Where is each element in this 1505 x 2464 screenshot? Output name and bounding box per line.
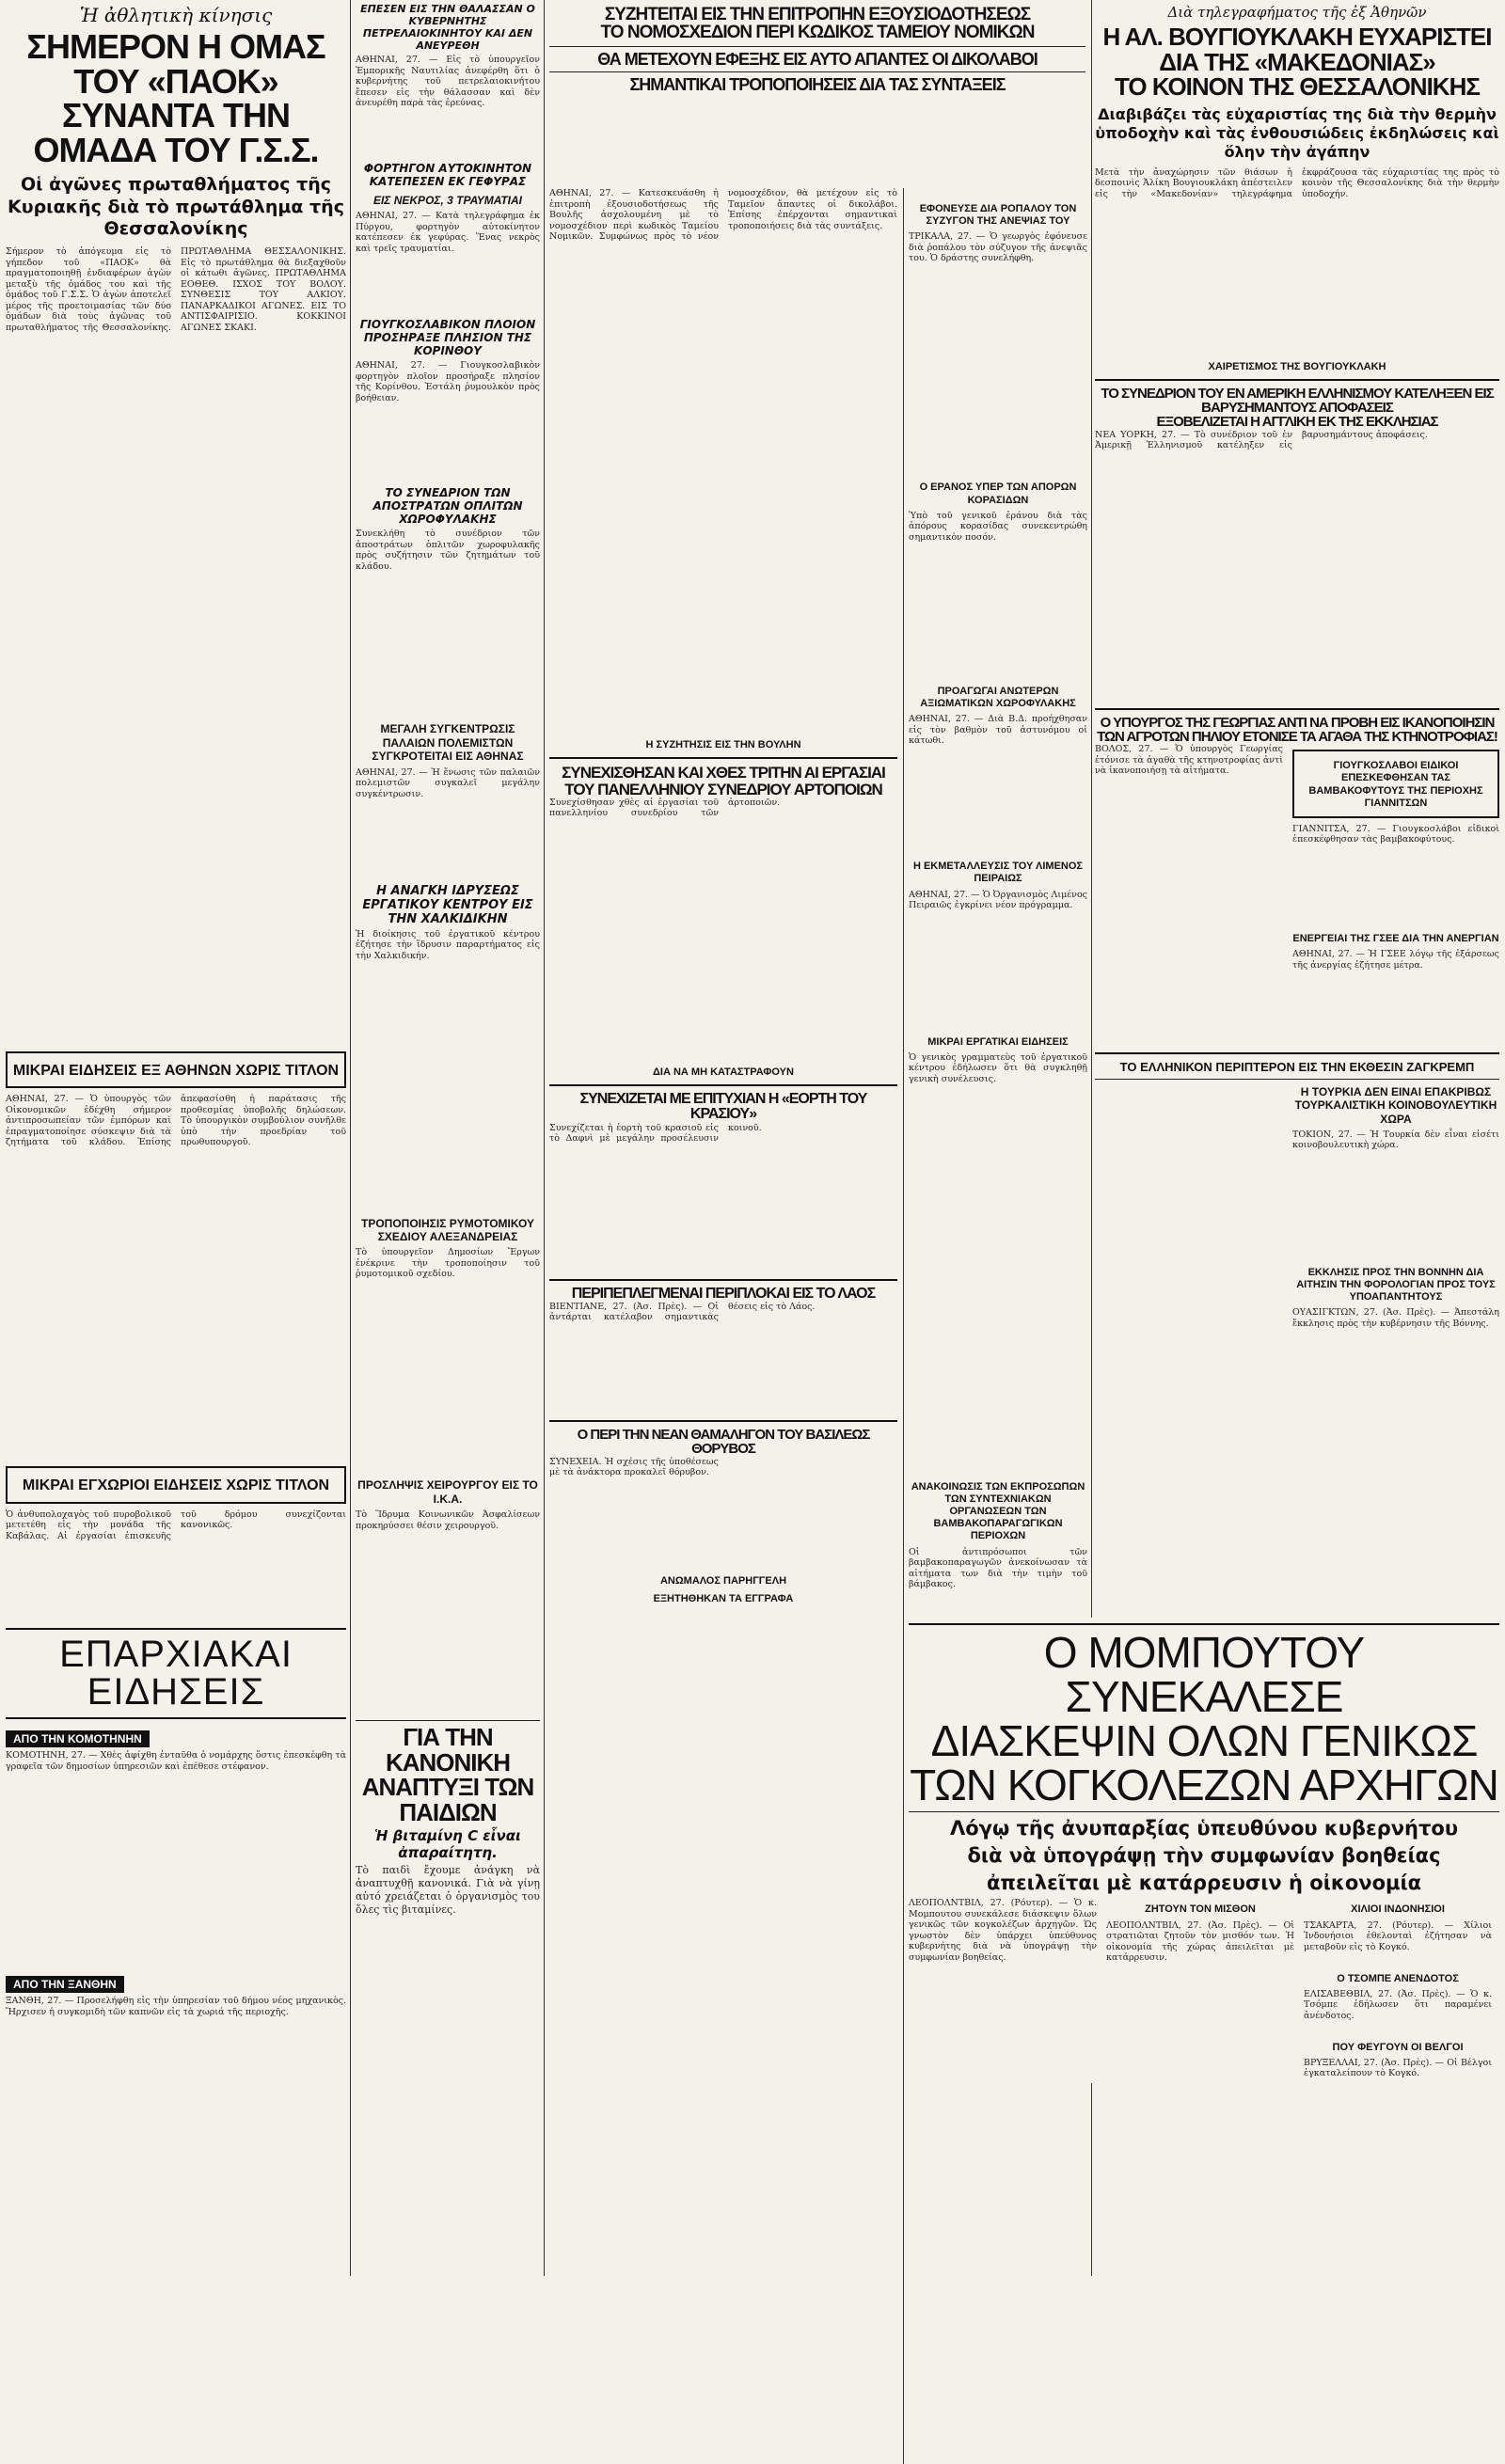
bonn-appeal-title: ΕΚΚΛΗΣΙΣ ΠΡΟΣ ΤΗΝ ΒΟΝΝΗΝ ΔΙΑ ΑΙΤΗΣΙΝ ΤΗΝ ΦΟΡΟΛΟΓΙΑΝ ΠΡΟΣ ΤΟΥΣ ΥΠΟΑΠΑΝΤΗΤΟΥΣ — [1296, 1266, 1496, 1303]
athens-briefs-title: ΜΙΚΡΑΙ ΕΙΔΗΣΕΙΣ ΕΞ ΑΘΗΝΩΝ ΧΩΡΙΣ ΤΙΤΛΟΝ — [12, 1063, 340, 1080]
truck-news-title: ΦΟΡΤΗΓΟΝ ΑΥΤΟΚΙΝΗΤΟΝ ΚΑΤΕΠΕΣΕΝ ΕΚ ΓΕΦΥΡΑΣ — [363, 162, 532, 188]
vougiouklaki-subheadline: Διαβιβάζει τὰς εὐχαριστίας της διὰ τὴν θερμὴν ὑποδοχὴν καὶ τὰς ἐνθουσιώδεις ἐκδηλώσεις καὶ ὅλην τὴν ἀγάπην — [1095, 104, 1499, 161]
truck-news-body: ΑΘΗΝΑΙ, 27. — Κατὰ τηλεγράφημα ἐκ Πύργου, φορτηγὸν αὐτοκίνητον κατέπεσεν ἐκ γεφύρας. Ἕνας νεκρὸς καὶ τρεῖς τραυματίαι. — [356, 211, 540, 254]
column-3 — [549, 0, 897, 2276]
mobutu-headline2: ΔΙΑΣΚΕΨΙΝ ΟΛΩΝ ΓΕΝΙΚΩΣ — [930, 1715, 1478, 1765]
town-plan-title: ΤΡΟΠΟΠΟΙΗΣΙΣ ΡΥΜΟΤΟΜΙΚΟΥ ΣΧΕΔΙΟΥ ΑΛΕΞΑΝΔΡΕΙΑΣ — [361, 1216, 534, 1243]
column-rule — [903, 188, 904, 2464]
athens-briefs-body: ΑΘΗΝΑΙ, 27. — Ὁ ὑπουργὸς τῶν Οἰκονομικῶν ἐδέχθη σήμερον ἀντιπροσωπείαν τῶν ἐμπόρων καὶ ἐπραγματοποίησε σύσκεψιν διὰ τὰ ζητήματα τοῦ κλάδου. Ἐπίσης ἀπεφασίσθη ἡ παράτασις τῆς προθεσμίας ὑποβολῆς δηλώσεων. Τὸ ὑπουργικὸν συμβούλιον συνῆλθε ὑπὸ τὴν προεδρίαν τοῦ πρωθυπουργοῦ. — [6, 1094, 346, 1148]
column-2 — [356, 0, 540, 2276]
veterans-title: ΜΕΓΑΛΗ ΣΥΓΚΕΝΤΡΩΣΙΣ ΠΑΛΑΙΩΝ ΠΟΛΕΜΙΣΤΩΝ ΣΥΓΚΡΟΤΕΙΤΑΙ ΕΙΣ ΑΘΗΝΑΣ — [372, 722, 524, 764]
tshombe-body: ΕΛΙΣΑΒΕΘΒΙΛ, 27. (Ἀσ. Πρὲς). — Ὁ κ. Τσόμπε ἐδήλωσεν ὅτι παραμένει ἀνένδοτος. — [1304, 1988, 1492, 2021]
gsee-body: ΑΘΗΝΑΙ, 27. — Ἡ ΓΣΕΕ λόγῳ τῆς ἐξάρσεως τῆς ἀνεργίας ἐζήτησε μέτρα. — [1292, 949, 1499, 971]
rule — [549, 1420, 897, 1422]
provincial-news-title: ΕΠΑΡΧΙΑΚΑΙ ΕΙΔΗΣΕΙΣ — [59, 1633, 293, 1714]
wine-festival-title: ΣΥΝΕΧΙΖΕΤΑΙ ΜΕ ΕΠΙΤΥΧΙΑΝ Η «ΕΟΡΤΗ ΤΟΥ ΚΡΑΣΙΟΥ» — [579, 1091, 867, 1123]
komotini-body: ΚΟΜΟΤΗΝΗ, 27. — Χθὲς ἀφίχθη ἐνταῦθα ὁ νομάρχης ὅστις ἐπεσκέφθη τὰ γραφεῖα τῶν δημοσίων ὑπηρεσιῶν καὶ ἐπέθεσε στέφανον. — [6, 1750, 346, 1772]
club-murder-title: ΕΦΟΝΕΥΣΕ ΔΙΑ ΡΟΠΑΛΟΥ ΤΟΝ ΣΥΖΥΓΟΝ ΤΗΣ ΑΝΕΨΙΑΣ ΤΟΥ — [919, 203, 1077, 228]
yugoslav-experts-title: ΓΙΟΥΓΚΟΣΛΑΒΟΙ ΕΙΔΙΚΟΙ ΕΠΕΣΚΕΦΘΗΣΑΝ ΤΑΣ ΒΑΜΒΑΚΟΦΥΤΟΥΣ ΤΗΣ ΠΕΡΙΟΧΗΣ ΓΙΑΝΝΙΤΣΩΝ — [1308, 760, 1483, 809]
rule — [1095, 708, 1499, 710]
turkey-title: Η ΤΟΥΡΚΙΑ ΔΕΝ ΕΙΝΑΙ ΕΠΑΚΡΙΒΩΣ ΤΟΥΡΚΑΛΙΣΤΙΚΗ ΚΟΙΝΟΒΟΥΛΕΥΤΙΚΗ ΧΩΡΑ — [1294, 1084, 1497, 1126]
labor-briefs-title: ΜΙΚΡΑΙ ΕΡΓΑΤΙΚΑΙ ΕΙΔΗΣΕΙΣ — [927, 1035, 1069, 1048]
gsee-title: ΕΝΕΡΓΕΙΑΙ ΤΗΣ ΓΣΕΕ ΔΙΑ ΤΗΝ ΑΝΕΡΓΙΑΝ — [1292, 932, 1499, 944]
wine-festival-body: Συνεχίζεται ἡ ἑορτὴ τοῦ κρασιοῦ εἰς τὸ Δαφνὶ μὲ μεγάλην προσέλευσιν κοινοῦ. — [549, 1122, 762, 1145]
ship-news-title: ΓΙΟΥΓΚΟΣΛΑΒΙΚΟΝ ΠΛΟΙΟΝ ΠΡΟΣΗΡΑΞΕ ΠΛΗΣΙΟΝ ΤΗΣ ΚΟΡΙΝΘΟΥ — [359, 318, 536, 358]
yugoslav-experts-body: ΓΙΑΝΝΙΤΣΑ, 27. — Γιουγκοσλάβοι εἰδικοὶ ἐπεσκέφθησαν τὰς βαμβακοφύτους. — [1292, 823, 1499, 845]
vougiouklaki-body: Μετὰ τὴν ἀναχώρησιν τῶν θιάσων ἡ δεσποινὶς Ἀλίκη Βουγιουκλάκη ἀπέστειλεν εἰς τὴν «Μακεδονίαν» τηλεγράφημα ἐκφράζουσα τὰς εὐχαριστίας της πρὸς τὸ κοινὸν τῆς Θεσσαλονίκης διὰ τὴν θερμὴν ὑποδοχήν. — [1095, 166, 1499, 199]
mobutu-body: ΛΕΟΠΟΛΝΤΒΙΛ, 27. (Ρόυτερ). — Ὁ κ. Μομπουτου συνεκάλεσε διάσκεψιν ὅλων γενικῶς τῶν κογκολέζων ἀρχηγῶν. Ὡς γνωστὸν δὲν ὑπάρχει ὑπεύθυνος κυβερνήτης διὰ νὰ ὑπογράψῃ τὴν συμφωνίαν βοηθείας. — [909, 1898, 1097, 1963]
piraeus-port-title: Η ΕΚΜΕΤΑΛΛΕΥΣΙΣ ΤΟΥ ΛΙΜΕΝΟΣ ΠΕΙΡΑΙΩΣ — [912, 861, 1084, 885]
vougiouklaki-greeting: ΧΑΙΡΕΤΙΣΜΟΣ ΤΗΣ ΒΟΥΓΙΟΥΚΛΑΚΗ — [1208, 360, 1386, 372]
children-growth-subtitle: Ἡ βιταμίνη C εἶναι ἀπαραίτητη. — [374, 1827, 521, 1862]
vougiouklaki-headline2: ΤΟ ΚΟΙΝΟΝ ΤΗΣ ΘΕΣΣΑΛΟΝΙΚΗΣ — [1115, 72, 1480, 102]
sea-news-body: ΑΘΗΝΑΙ, 27. — Εἰς τὸ ὑπουργεῖον Ἐμπορικῆς Ναυτιλίας ἀνεφέρθη ὅτι ὁ κυβερνήτης τοῦ πετρελαιοκινήτου ἔπεσεν εἰς τὴν θάλασσαν καὶ δὲν ἀνευρέθη παρὰ τὰς ἐρεύνας. — [356, 55, 540, 108]
rule — [909, 1623, 1499, 1625]
komotini-label: ΑΠΟ ΤΗΝ ΚΟΜΟΤΗΝΗΝ — [6, 1730, 150, 1747]
girls-collection-title: Ο ΕΡΑΝΟΣ ΥΠΕΡ ΤΩΝ ΑΠΟΡΩΝ ΚΟΡΑΣΙΔΩΝ — [919, 482, 1077, 506]
telegram-kicker: Διὰ τηλεγραφήματος τῆς ἐξ Ἀθηνῶν — [1167, 4, 1427, 21]
local-briefs-title: ΜΙΚΡΑΙ ΕΓΧΩΡΙΟΙ ΕΙΔΗΣΕΙΣ ΧΩΡΙΣ ΤΙΤΛΟΝ — [22, 1477, 330, 1494]
bonn-appeal-body: ΟΥΑΣΙΓΚΤΩΝ, 27. (Ἀσ. Πρὲς). — Ἀπεστάλη ἔκκλησις πρὸς τὴν κυβέρνησιν τῆς Βόννης. — [1292, 1307, 1499, 1329]
mobutu-headline1: Ο ΜΟΜΠΟΥΤΟΥ ΣΥΝΕΚΑΛΕΣΕ — [1043, 1628, 1365, 1721]
ika-surgeon-title: ΠΡΟΣΛΗΨΙΣ ΧΕΙΡΟΥΡΓΟΥ ΕΙΣ ΤΟ Ι.Κ.Α. — [357, 1478, 538, 1506]
king-uproar-body: ΣΥΝΕΧΕΙΑ. Ἡ σχέσις τῆς ὑποθέσεως μὲ τὰ ἀνάκτορα προκαλεῖ θόρυβον. — [549, 1456, 719, 1478]
rule — [549, 1084, 897, 1086]
rule — [6, 1717, 346, 1719]
turkey-body: ΤΟΚΙΟΝ, 27. — Ἡ Τουρκία δὲν εἶναι εἰσέτι κοινοβουλευτικὴ χώρα. — [1292, 1129, 1499, 1151]
rule — [6, 1628, 346, 1630]
mobutu-subheadline3: ἀπειλεῖται μὲ κατάρρευσιν ἡ οἰκονομία — [986, 1872, 1422, 1895]
paok-headline-line1: ΣΗΜΕΡΟΝ Η ΟΜΑΣ ΤΟΥ «ΠΑΟΚ» — [26, 27, 325, 101]
veterans-body: ΑΘΗΝΑΙ, 27. — Ἡ ἕνωσις τῶν παλαιῶν πολεμιστῶν συγκαλεῖ μεγάλην συγκέντρωσιν. — [356, 766, 540, 799]
local-briefs-body: Ὁ ἀνθυπολοχαγὸς τοῦ πυροβολικοῦ μετετέθη εἰς τὴν μονάδα τῆς Καβάλας. Αἱ ἐργασίαι ἐπισκευῆς τοῦ δρόμου συνεχίζονται κανονικῶς. — [6, 1508, 346, 1541]
officer-promotions-body: ΑΘΗΝΑΙ, 27. — Διὰ Β.Δ. προήχθησαν εἰς τὸν βαθμὸν τοῦ ἀστυνόμου οἱ κάτωθι. — [909, 714, 1087, 747]
mobutu-story — [909, 1618, 1499, 2083]
lawyers-fund-body: ΑΘΗΝΑΙ, 27. — Κατεσκευάσθη ἡ ἐπιτροπὴ ἐξουσιοδοτήσεως τῆς Βουλῆς ἀσχολουμένη μὲ τὸ νομοσχέδιον περὶ κωδικὸς Ταμείου Νομικῶν. Συμφώνως πρὸς τὸ νέον νομοσχέδιον, θὰ μετέχουν εἰς τὸ Ταμεῖον ἅπαντες οἱ δικολάβοι. Ἐπίσης ἐπέρχονται σημαντικαὶ τροποποιήσεις διὰ τὰς συντάξεις. — [549, 188, 897, 242]
xanthi-label: ΑΠΟ ΤΗΝ ΞΑΝΘΗΝ — [6, 1976, 124, 1993]
paok-article-body: Σήμερον τὸ ἀπόγευμα εἰς τὸ γήπεδον τοῦ «ΠΑΟΚ» θὰ πραγματοποιηθῇ ἐνδιαφέρων ἀγὼν μεταξὺ τῆς ὁμάδος του καὶ τῆς ὁμάδος τοῦ Γ.Σ.Σ. Ὁ ἀγὼν ἀποτελεῖ μέρος τῆς προετοιμασίας τῶν δύο ὁμάδων διὰ τοὺς ἀγῶνας τοῦ πρωταθλήματος τῆς Θεσσαλονίκης. ΠΡΩΤΑΘΛΗΜΑ ΘΕΣΣΑΛΟΝΙΚΗΣ. Εἰς τὸ πρωτάθλημα θὰ διεξαχθοῦν οἱ κάτωθι ἀγῶνες. ΠΡΩΤΑΘΛΗΜΑ ΕΟΘΕΘ. ΙΣΧΟΣ ΤΟΥ ΒΟΛΟΥ. ΣΥΝΘΕΣΙΣ ΤΟΥ ΑΛΚΙΟΥ. ΠΑΝΑΡΚΑΔΙΚΟΙ ΑΓΩΝΕΣ. ΕΙΣ ΤΟ ΑΝΤΙΣΦΑΙΡΙΣΙΟ. ΚΟΚΚΙΝΟΙ ΑΓΩΝΕΣ ΣΚΑΚΙ. — [6, 246, 346, 333]
diaspora-congress-subtitle: ΕΞΟΒΕΛΙΖΕΤΑΙ Η ΑΓΓΛΙΚΗ ΕΚ ΤΗΣ ΕΚΚΛΗΣΙΑΣ — [1156, 414, 1438, 431]
sea-news-title: ΕΠΕΣΕΝ ΕΙΣ ΤΗΝ ΘΑΛΑΣΣΑΝ Ο ΚΥΒΕΡΝΗΤΗΣ ΠΕΤΡΕΛΑΙΟΚΙΝΗΤΟΥ ΚΑΙ ΔΕΝ ΑΝΕΥΡΕΘΗ — [360, 3, 535, 52]
rule — [909, 1811, 1499, 1812]
salary-demand-title: ΖΗΤΟΥΝ ΤΟΝ ΜΙΣΘΟΝ — [1145, 1903, 1256, 1916]
laos-body: ΒΙΕΝΤΙΑΝΕ, 27. (Ἀσ. Πρὲς). — Οἱ ἀντάρται κατέλαβον σημαντικὰς θέσεις εἰς τὸ Λάος. — [549, 1301, 816, 1323]
town-plan-body: Τὸ ὑπουργεῖον Δημοσίων Ἔργων ἐνέκρινε τὴν τροποποίησιν τοῦ ῥυμοτομικοῦ σχεδίου. — [356, 1247, 540, 1280]
laos-title: ΠΕΡΙΠΕΠΛΕΓΜΕΝΑΙ ΠΕΡΙΠΛΟΚΑΙ ΕΙΣ ΤΟ ΛΑΟΣ — [571, 1285, 876, 1302]
sports-kicker: Ἡ ἀθλητικὴ κίνησις — [79, 4, 273, 26]
bakers-congress-title: ΣΥΝΕΧΙΣΘΗΣΑΝ ΚΑΙ ΧΘΕΣ ΤΡΙΤΗΝ ΑΙ ΕΡΓΑΣΙΑΙ ΤΟΥ ΠΑΝΕΛΛΗΝΙΟΥ ΣΥΝΕΔΡΙΟΥ ΑΡΤΟΠΟΙΩΝ — [562, 764, 885, 798]
club-murder-body: ΤΡΙΚΑΛΑ, 27. — Ὁ γεωργὸς ἐφόνευσε διὰ ῥοπάλου τὸν σύζυγον τῆς ἀνεψιᾶς του. Ὁ δράστης συνελήφθη. — [909, 231, 1087, 264]
mobutu-headline3: ΤΩΝ ΚΟΓΚΟΛΕΖΩΝ ΑΡΧΗΓΩΝ — [910, 1760, 1498, 1809]
rule — [549, 1279, 897, 1281]
yugoslav-experts-box — [1292, 750, 1499, 818]
indonesians-title: ΧΙΛΙΟΙ ΙΝΔΟΝΗΣΙΟΙ — [1351, 1903, 1445, 1916]
cotton-growers-body: Οἱ ἀντιπρόσωποι τῶν βαμβακοπαραγωγῶν ἀνεκοίνωσαν τὰ αἰτήματα των διὰ τὴν τιμὴν τοῦ βάμβακος. — [909, 1546, 1087, 1590]
ika-surgeon-body: Τὸ Ἵδρυμα Κοινωνικῶν Ἀσφαλίσεων προκηρύσσει θέσιν χειρουργοῦ. — [356, 1509, 540, 1531]
diaspora-congress-body: ΝΕΑ ΥΟΡΚΗ, 27. — Τὸ συνέδριον τοῦ ἐν Ἀμερικῇ Ἑλληνισμοῦ κατέληξεν εἰς βαρυσημάντους ἀποφάσεις. — [1095, 429, 1428, 451]
paok-headline-line2: ΣΥΝΑΝΤΑ ΤΗΝ ΟΜΑΔΑ ΤΟΥ Γ.Σ.Σ. — [33, 96, 319, 170]
indonesians-body: ΤΣΑΚΑΡΤΑ, 27. (Ρόυτερ). — Χίλιοι Ἰνδονήσιοι ἐθελονταὶ ἐζήτησαν νὰ μεταβοῦν εἰς τὸ Κογκό. — [1304, 1919, 1492, 1952]
lawyers-fund-headline2: ΤΟ ΝΟΜΟΣΧΕΔΙΟΝ ΠΕΡΙ ΚΩΔΙΚΟΣ ΤΑΜΕΙΟΥ ΝΟΜΙΚΩΝ — [600, 23, 1035, 43]
diaspora-congress-title: ΤΟ ΣΥΝΕΔΡΙΟΝ ΤΟΥ ΕΝ ΑΜΕΡΙΚΗ ΕΛΛΗΝΙΣΜΟΥ ΚΑΤΕΛΗΞΕΝ ΕΙΣ ΒΑΡΥΣΗΜΑΝΤΟΥΣ ΑΠΟΦΑΣΕΙΣ — [1101, 385, 1494, 417]
ship-news-body: ΑΘΗΝΑΙ, 27. — Γιουγκοσλαβικὸν φορτηγὸν πλοῖον προσήραξε πλησίον τῆς Κορίνθου. Ἐστάλη ῥυμουλκὸν πρὸς βοήθειαν. — [356, 360, 540, 403]
children-growth-title: ΓΙΑ ΤΗΝ ΚΑΝΟΝΙΚΗ ΑΝΑΠΤΥΞΙ ΤΩΝ ΠΑΙΔΙΩΝ — [361, 1723, 534, 1826]
paok-subheadline: Οἱ ἀγῶνες πρωταθλήματος τῆς Κυριακῆς διὰ τὸ πρωτάθλημα τῆς Θεσσαλονίκης — [8, 173, 344, 240]
column-rule — [544, 0, 545, 2276]
lawyers-fund-headline4: ΣΗΜΑΝΤΙΚΑΙ ΤΡΟΠΟΠΟΙΗΣΕΙΣ ΔΙΑ ΤΑΣ ΣΥΝΤΑΞΕΙΣ — [629, 75, 1006, 95]
gendarmes-congress-title: ΤΟ ΣΥΝΕΔΡΙΟΝ ΤΩΝ ΑΠΟΣΤΡΑΤΩΝ ΟΠΛΙΤΩΝ ΧΩΡΟΦΥΛΑΚΗΣ — [372, 486, 523, 527]
truck-news-subtitle: ΕΙΣ ΝΕΚΡΟΣ, 3 ΤΡΑΥΜΑΤΙΑΙ — [372, 194, 523, 207]
bakers-congress-body: Συνεχίσθησαν χθὲς αἱ ἐργασίαι τοῦ πανελληνίου συνεδρίου τῶν ἀρτοποιῶν. — [549, 797, 781, 819]
cotton-growers-title: ΑΝΑΚΟΙΝΩΣΙΣ ΤΩΝ ΕΚΠΡΟΣΩΠΩΝ ΤΩΝ ΣΥΝΤΕΧΝΙΑΚΩΝ ΟΡΓΑΝΩΣΕΩΝ ΤΩΝ ΒΑΜΒΑΚΟΠΑΡΑΓΩΓΙΚΩΝ ΠΕΡΙΟΧΩΝ — [911, 1480, 1085, 1542]
belgians-title: ΠΟΥ ΦΕΥΓΟΥΝ ΟΙ ΒΕΛΓΟΙ — [1332, 2041, 1464, 2053]
rule — [1095, 1079, 1499, 1080]
not-destroyed-title: ΔΙΑ ΝΑ ΜΗ ΚΑΤΑΣΤΡΑΦΟΥΝ — [653, 1066, 794, 1078]
piraeus-port-body: ΑΘΗΝΑΙ, 27. — Ὁ Ὀργανισμὸς Λιμένος Πειραιῶς ἐγκρίνει νέον πρόγραμμα. — [909, 889, 1087, 910]
officer-promotions-title: ΠΡΟΑΓΩΓΑΙ ΑΝΩΤΕΡΩΝ ΑΞΙΩΜΑΤΙΚΩΝ ΧΩΡΟΦΥΛΑΚΗΣ — [920, 685, 1076, 709]
mobutu-subheadline1: Λόγῳ τῆς ἀνυπαρξίας ὑπευθύνου κυβερνήτου — [949, 1816, 1459, 1840]
rule — [1095, 379, 1499, 381]
lawyers-fund-headline1: ΣΥΖΗΤΕΙΤΑΙ ΕΙΣ ΤΗΝ ΕΠΙΤΡΟΠΗΝ ΕΞΟΥΣΙΟΔΟΤΗΣΕΩΣ — [604, 5, 1031, 24]
rule — [356, 1720, 540, 1721]
parliament-debate-title: Η ΣΥΖΗΤΗΣΙΣ ΕΙΣ ΤΗΝ ΒΟΥΛΗΝ — [645, 739, 801, 750]
mobutu-subheadline2: διὰ νὰ ὑπογράψῃ τὴν συμφωνίαν βοηθείας — [967, 1843, 1441, 1867]
agriculture-minister-title: Ο ΥΠΟΥΡΓΟΣ ΤΗΣ ΓΕΩΡΓΙΑΣ ΑΝΤΙ ΝΑ ΠΡΟΒΗ ΕΙΣ ΙΚΑΝΟΠΟΙΗΣΙΝ ΤΩΝ ΑΓΡΟΤΩΝ ΠΗΛΙΟΥ ΕΤΟΝΙΣΕ ΤΑ ΑΓΑΘΑ ΤΗΣ ΚΤΗΝΟΤΡΟΦΙΑΣ! — [1097, 714, 1497, 745]
documents-requested-title: ΕΞΗΤΗΘΗΚΑΝ ΤΑ ΕΓΓΡΑΦΑ — [653, 1592, 794, 1604]
local-briefs-box — [6, 1466, 346, 1503]
labor-center-title: Η ΑΝΑΓΚΗ ΙΔΡΥΣΕΩΣ ΕΡΓΑΤΙΚΟΥ ΚΕΝΤΡΟΥ ΕΙΣ ΤΗΝ ΧΑΛΚΙΔΙΚΗΝ — [362, 883, 533, 926]
girls-collection-body: Ὑπὸ τοῦ γενικοῦ ἐράνου διὰ τὰς ἀπόρους κορασίδας συνεκεντρώθη σημαντικὸν ποσόν. — [909, 510, 1087, 543]
gendarmes-congress-body: Συνεκλήθη τὸ συνέδριον τῶν ἀποστράτων ὁπλιτῶν χωροφυλακῆς πρὸς συζήτησιν τῶν ζητημάτων τοῦ κλάδου. — [356, 529, 540, 572]
column-1 — [6, 0, 346, 2276]
tshombe-title: Ο ΤΣΟΜΠΕ ΑΝΕΝΔΟΤΟΣ — [1337, 1972, 1459, 1984]
anomalous-order-title: ΑΝΩΜΑΛΟΣ ΠΑΡΗΓΓΕΛΗ — [659, 1574, 787, 1587]
labor-briefs-body: Ὁ γενικὸς γραμματεὺς τοῦ ἐργατικοῦ κέντρου ἐδήλωσεν ὅτι θὰ συγκληθῇ γενικὴ συνέλευσις. — [909, 1051, 1087, 1084]
rule — [549, 757, 897, 759]
rule — [1095, 1052, 1499, 1054]
salary-demand-body: ΛΕΟΠΟΛΝΤΒΙΛ, 27. (Ἀσ. Πρὲς). — Οἱ στρατιῶται ζητοῦν τὸν μισθόν των. Ἡ οἰκονομία τῆς χώρας ἀπειλεῖται μὲ κατάρρευσιν. — [1106, 1919, 1294, 1964]
zagreb-pavilion-title: ΤΟ ΕΛΛΗΝΙΚΟΝ ΠΕΡΙΠΤΕΡΟΝ ΕΙΣ ΤΗΝ ΕΚΘΕΣΙΝ ΖΑΓΚΡΕΜΠ — [1119, 1060, 1475, 1075]
vougiouklaki-headline: Η ΑΛ. ΒΟΥΓΙΟΥΚΛΑΚΗ ΕΥΧΑΡΙΣΤΕΙ ΔΙΑ ΤΗΣ «ΜΑΚΕΔΟΝΙΑΣ» — [1102, 23, 1492, 76]
labor-center-body: Ἡ διοίκησις τοῦ ἐργατικοῦ κέντρου ἐζήτησε τὴν ἵδρυσιν παραρτήματος εἰς τὴν Χαλκιδικήν. — [356, 928, 540, 961]
belgians-body: ΒΡΥΞΕΛΛΑΙ, 27. (Ἀσ. Πρὲς). — Οἱ Βέλγοι ἐγκαταλείπουν τὸ Κογκό. — [1304, 2057, 1492, 2079]
lawyers-fund-headline3: ΘΑ ΜΕΤΕΧΟΥΝ ΕΦΕΞΗΣ ΕΙΣ ΑΥΤΟ ΑΠΑΝΤΕΣ ΟΙ ΔΙΚΟΛΑΒΟΙ — [597, 49, 1038, 69]
agriculture-minister-body: ΒΟΛΟΣ, 27. — Ὁ ὑπουργὸς Γεωργίας ἐτόνισε τὰ ἀγαθὰ τῆς κτηνοτροφίας ἀντὶ νὰ ἱκανοποιήσῃ τὰ αἰτήματα. — [1095, 744, 1283, 777]
xanthi-body: ΞΑΝΘΗ, 27. — Προσελήφθη εἰς τὴν ὑπηρεσίαν τοῦ δήμου νέος μηχανικὸς. Ἤρχισεν ἡ συγκομιδὴ τῶν καπνῶν εἰς τὰ χωριά τῆς περιοχῆς. — [6, 1996, 346, 2017]
king-uproar-title: Ο ΠΕΡΙ ΤΗΝ ΝΕΑΝ ΘΑΜΑΛΗΓΟΝ ΤΟΥ ΒΑΣΙΛΕΩΣ ΘΟΡΥΒΟΣ — [577, 1426, 870, 1458]
column-rule — [350, 0, 351, 2276]
athens-briefs-box — [6, 1051, 346, 1088]
children-growth-body: Τὸ παιδὶ ἔχουμε ἀνάγκη νὰ ἀναπτυχθῇ κανονικά. Γιὰ νὰ γίνῃ αὐτό χρειάζεται ὁ ὀργανισμὸς του ὅλες τὶς βιταμίνες. — [356, 1864, 540, 1917]
